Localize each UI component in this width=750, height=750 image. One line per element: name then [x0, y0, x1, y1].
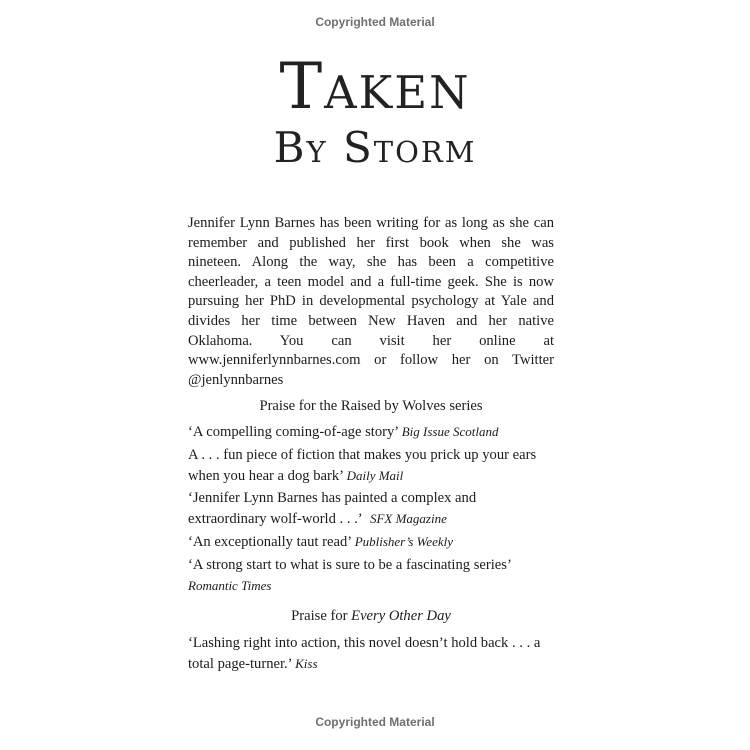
praise-heading-raised-by-wolves: Praise for the Raised by Wolves series: [259, 398, 483, 414]
quote-source: Daily Mail: [346, 467, 404, 483]
quote-source: Kiss: [295, 655, 318, 671]
praise-quote: [188, 489, 558, 529]
praise-quote: [188, 446, 558, 486]
copyright-watermark-bottom: Copyrighted Material: [315, 715, 435, 729]
author-bio: Jennifer Lynn Barnes has been writing for as long as she can remember and published her first book when she was nineteen. Along the way, she has been a competitive cheerleader, a teen model and a full-time geek. She is now pursuing her PhD in developmental psychology at Yale and divides her time between New Haven and her native Oklahoma. You can visit her online at www.jenniferlynnbarnes.com or follow her on Twitter @jenlynnbarnes: [188, 215, 554, 388]
praise-heading-every-other-day: [188, 607, 554, 627]
quote-text: A . . . fun piece of fiction that makes you prick up your ears when you hear a dog bark’: [188, 447, 537, 484]
quote-source: Big Issue Scotland: [401, 424, 499, 439]
copyright-watermark-top: Copyrighted Material: [315, 15, 435, 29]
praise-quote: [188, 532, 558, 553]
quote-source: Publisher’s Weekly: [354, 534, 454, 549]
praise-heading-prefix: Praise for: [291, 608, 348, 624]
quote-source: SFX Magazine: [369, 510, 447, 526]
book-title-line2: By Storm: [273, 123, 477, 172]
book-title-line1: Taken: [279, 50, 471, 124]
quote-text: ‘An exceptionally taut read’: [188, 534, 352, 550]
praise-quote: [188, 556, 558, 596]
praise-quote: [188, 422, 558, 443]
quote-text: ‘Jennifer Lynn Barnes has painted a complex and extraordinary wolf-world . . .’: [188, 490, 477, 527]
quote-source: Romantic Times: [188, 577, 272, 593]
quote-text: ‘A strong start to what is sure to be a fascinating series’: [188, 557, 511, 573]
praise-quote: [188, 634, 558, 674]
quote-text: ‘Lashing right into action, this novel doesn’t hold back . . . a total page-turner.’: [188, 635, 541, 672]
praise-heading-book-title: Every Other Day: [351, 608, 451, 624]
quote-text: ‘A compelling coming-of-age story’: [188, 424, 399, 440]
